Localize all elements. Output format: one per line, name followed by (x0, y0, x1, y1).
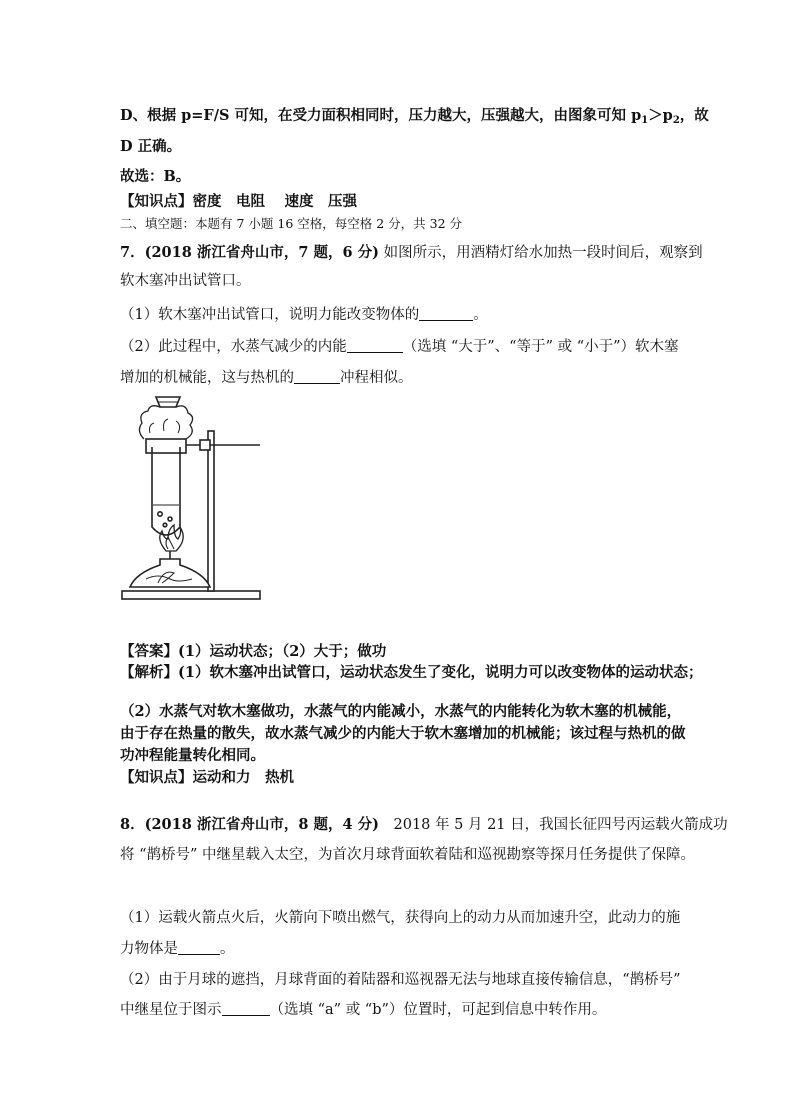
answer-blank[interactable] (178, 940, 220, 955)
answer-blank[interactable] (222, 1001, 270, 1016)
q7-line1: 7．(2018 浙江省舟山市，7 题，6 分) 如图所示，用酒精灯给水加热一段时间后，观察到 (120, 244, 703, 261)
q8-sub1-line2: 力物体是 。 (120, 941, 235, 957)
q8-sub1-line1: （1）运载火箭点火后，火箭向下喷出燃气，获得向上的动力从而加速升空，此动力的施 (120, 910, 681, 926)
q7-analysis-4: 功冲程能量转化相同。 (120, 747, 265, 764)
section-heading: 二、填空题：本题有 7 小题 16 空格，每空格 2 分，共 32 分 (120, 216, 463, 231)
knowledge-point-1: 【知识点】密度 电阻 速度 压强 (120, 193, 358, 210)
option-d-line2: D 正确。 (120, 138, 182, 155)
q8-line2: 将 “鹊桥号” 中继星载入太空，为首次月球背面软着陆和巡视勘察等探月任务提供了保障。 (120, 847, 696, 863)
q7-header: 7．(2018 浙江省舟山市，7 题，6 分) (120, 244, 379, 261)
answer-blank[interactable] (347, 338, 403, 353)
answer-blank[interactable] (294, 369, 340, 384)
q7-analysis-3: 由于存在热量的散失，故水蒸气减少的内能大于软木塞增加的机械能；该过程与热机的做 (120, 725, 686, 742)
q8-line1: 8．(2018 浙江省舟山市，8 题，4 分) 2018 年 5 月 21 日，我国长征四号丙运载火箭成功 (120, 816, 728, 833)
q7-sub2-line2: 增加的机械能，这与热机的 冲程相似。 (120, 370, 413, 386)
q7-analysis-1: 【解析】(1）软木塞冲出试管口，运动状态发生了变化，说明力可以改变物体的运动状态； (120, 664, 703, 681)
choice-line: 故选：B。 (120, 168, 191, 185)
option-d-line1: D、根据 p=F/S 可知，在受力面积相同时，压力越大，压强越大，由图象可知 $p_1>p_2$，故 (120, 107, 709, 126)
q7-sub1: （1）软木塞冲出试管口，说明力能改变物体的 。 (120, 307, 488, 323)
q7-answer: 【答案】(1）运动状态；（2）大于；做功 (120, 643, 387, 660)
q8-header: 8．(2018 浙江省舟山市，8 题，4 分) (120, 816, 379, 833)
q7-analysis-2: （2）水蒸气对软木塞做功，水蒸气的内能减小，水蒸气的内能转化为软木塞的机械能， (120, 703, 682, 720)
knowledge-point-2: 【知识点】运动和力 热机 (120, 769, 294, 786)
test-tube-apparatus-figure (118, 393, 266, 605)
q7-sub2-line1: （2）此过程中，水蒸气减少的内能 （选填 “大于”、“等于” 或 “小于”）软木塞 (120, 339, 679, 355)
q8-sub2-line2: 中继星位于图示 （选填 “a” 或 “b”）位置时，可起到信息中转作用。 (120, 1002, 607, 1018)
q7-line2: 软木塞冲出试管口。 (120, 273, 251, 289)
answer-blank[interactable] (419, 306, 473, 321)
q8-sub2-line1: （2）由于月球的遮挡，月球背面的着陆器和巡视器无法与地球直接传输信息，“鹊桥号” (120, 972, 681, 988)
